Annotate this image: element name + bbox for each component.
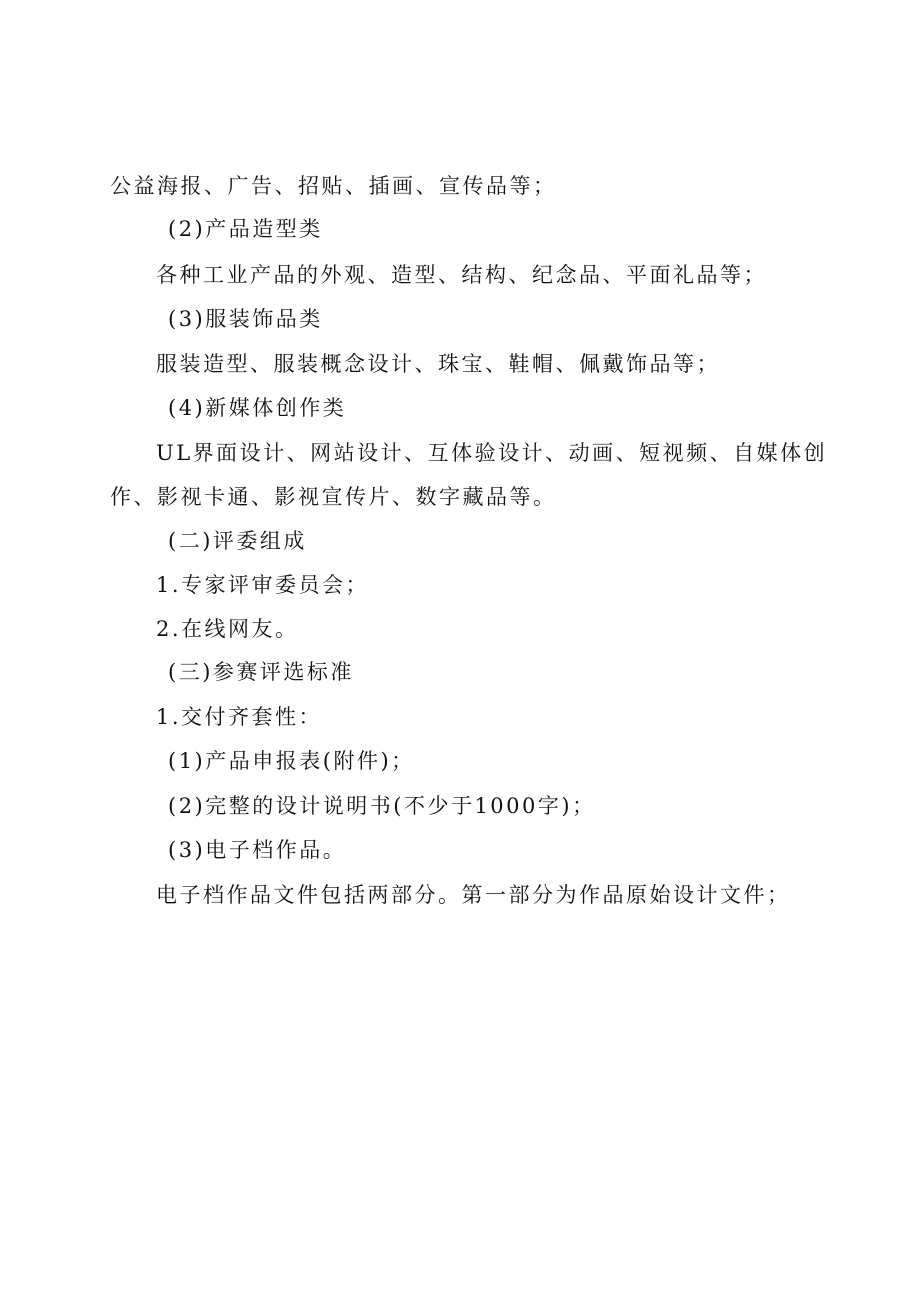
paragraph-apparel-items: 服装造型、服装概念设计、珠宝、鞋帽、佩戴饰品等； [156, 352, 720, 376]
subheading-new-media: (4)新媒体创作类 [168, 396, 347, 420]
criteria-item-completeness: 1.交付齐套性： [156, 705, 323, 729]
paragraph-continuation-poster-items: 公益海报、广告、招贴、插画、宣传品等； [110, 174, 557, 198]
paragraph-electronic-files: 电子档作品文件包括两部分。第一部分为作品原始设计文件； [156, 883, 791, 907]
list-item-online-users: 2.在线网友。 [156, 617, 299, 641]
sub-item-design-description: (2)完整的设计说明书(不少于1000字)； [168, 794, 596, 818]
sub-item-application-form: (1)产品申报表(附件)； [168, 749, 415, 773]
paragraph-product-design-items: 各种工业产品的外观、造型、结构、纪念品、平面礼品等； [156, 263, 767, 287]
list-item-expert-committee: 1.专家评审委员会； [156, 573, 370, 597]
section-heading-judges: (二)评委组成 [168, 529, 307, 553]
subheading-apparel-accessories: (3)服装饰品类 [168, 307, 323, 331]
paragraph-new-media-items-line1: UL界面设计、网站设计、互体验设计、动画、短视频、自媒体创 [156, 441, 828, 465]
section-heading-criteria: (三)参赛评选标准 [168, 660, 354, 684]
paragraph-new-media-items-line2: 作、影视卡通、影视宣传片、数字藏品等。 [110, 485, 557, 509]
sub-item-electronic-works: (3)电子档作品。 [168, 838, 347, 862]
subheading-product-design: (2)产品造型类 [168, 217, 323, 241]
